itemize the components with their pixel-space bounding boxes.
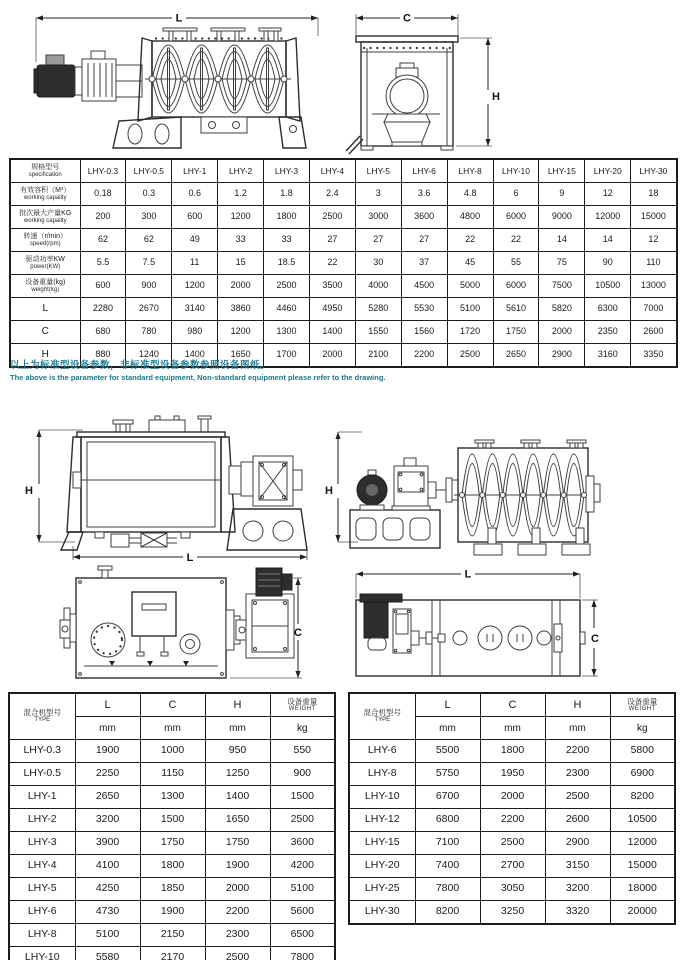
dimension-value-cell: 2300 <box>205 924 270 947</box>
spec-row <box>10 206 677 229</box>
dimension-value-cell: 5580 <box>75 947 140 960</box>
spec-value-cell: 110 <box>631 252 677 275</box>
note-english: The above is the parameter for standard equipment, Non-standard equipment please refer to the drawing. <box>10 373 386 382</box>
dimension-value-cell: 1300 <box>140 786 205 809</box>
table-row <box>9 832 335 855</box>
mixer-body-top-view <box>356 600 585 676</box>
spec-value-cell: 4.8 <box>447 183 493 206</box>
spec-value-cell: 90 <box>585 252 631 275</box>
unit-cell: mm <box>415 717 480 740</box>
ribbon-spirals <box>149 45 287 113</box>
dimension-value-cell: 950 <box>205 740 270 763</box>
dimension-value-cell: 2500 <box>480 832 545 855</box>
model-type-cell: LHY-0.5 <box>9 763 75 786</box>
dimension-H <box>456 38 500 146</box>
dim-label-h: H <box>492 91 500 103</box>
spec-model-header: LHY-1 <box>172 159 218 183</box>
spec-value-cell: 33 <box>218 229 264 252</box>
spec-value-cell: 3 <box>355 183 401 206</box>
dimension-value-cell: 1750 <box>205 832 270 855</box>
spec-value-cell: 0.18 <box>80 183 126 206</box>
dim-label-h: H <box>25 485 33 497</box>
spec-value-cell: 12 <box>585 183 631 206</box>
spec-value-cell: 3860 <box>218 298 264 321</box>
dimension-value-cell: 7400 <box>415 855 480 878</box>
dimension-value-cell: 1150 <box>140 763 205 786</box>
table-row <box>9 924 335 947</box>
spec-value-cell: 2200 <box>401 344 447 368</box>
spec-row <box>10 298 677 321</box>
dimension-table-left <box>8 692 336 960</box>
spec-value-cell: 600 <box>172 206 218 229</box>
model-type-cell: LHY-2 <box>9 809 75 832</box>
table-row <box>9 809 335 832</box>
spec-table <box>9 158 678 368</box>
spec-value-cell: 1200 <box>218 206 264 229</box>
dimension-value-cell: 3900 <box>75 832 140 855</box>
dim-label-c: C <box>591 633 599 645</box>
weight-header-cell: 设备重量 WEIGHT <box>610 693 675 717</box>
spec-model-header: LHY-8 <box>447 159 493 183</box>
spec-value-cell: 4460 <box>264 298 310 321</box>
spec-value-cell: 5610 <box>493 298 539 321</box>
unit-cell: kg <box>270 717 335 740</box>
spec-value-cell: 980 <box>172 321 218 344</box>
spec-row-label: H <box>10 344 80 368</box>
spec-row-label: L <box>10 298 80 321</box>
spec-value-cell: 62 <box>80 229 126 252</box>
dimension-value-cell: 900 <box>270 763 335 786</box>
spec-model-header: LHY-10 <box>493 159 539 183</box>
dimension-value-cell: 2000 <box>205 878 270 901</box>
spec-value-cell: 75 <box>539 252 585 275</box>
spec-row-label: 有效容积（M³） working capality <box>10 183 80 206</box>
spec-value-cell: 6300 <box>585 298 631 321</box>
spec-value-cell: 2500 <box>264 275 310 298</box>
dimension-value-cell: 3200 <box>75 809 140 832</box>
dimension-value-cell: 10500 <box>610 809 675 832</box>
spec-value-cell: 12000 <box>585 206 631 229</box>
spec-value-cell: 6 <box>493 183 539 206</box>
dimension-value-cell: 2200 <box>205 901 270 924</box>
spec-value-cell: 22 <box>309 252 355 275</box>
spec-model-header: LHY-20 <box>585 159 631 183</box>
spec-value-cell: 13000 <box>631 275 677 298</box>
spec-value-cell: 18 <box>631 183 677 206</box>
spec-value-cell: 1.2 <box>218 183 264 206</box>
spec-value-cell: 5280 <box>355 298 401 321</box>
table-row <box>349 740 675 763</box>
spec-value-cell: 4500 <box>401 275 447 298</box>
dimension-value-cell: 1800 <box>480 740 545 763</box>
dimension-value-cell: 2170 <box>140 947 205 960</box>
spec-row-label: 批次最大产量KG working capality <box>10 206 80 229</box>
drawing-top-view-side-motor <box>60 566 305 690</box>
model-type-cell: LHY-15 <box>349 832 415 855</box>
dimension-value-cell: 5800 <box>610 740 675 763</box>
spec-value-cell: 2000 <box>539 321 585 344</box>
spec-value-cell: 22 <box>447 229 493 252</box>
unit-cell: mm <box>140 717 205 740</box>
dimension-value-cell: 1900 <box>205 855 270 878</box>
spec-value-cell: 2500 <box>447 344 493 368</box>
weight-header-cell: 设备重量 WEIGHT <box>270 693 335 717</box>
spec-model-header: LHY-3 <box>264 159 310 183</box>
motor-gearbox <box>246 568 294 658</box>
dimension-value-cell: 8200 <box>610 786 675 809</box>
spec-value-cell: 7500 <box>539 275 585 298</box>
spec-value-cell: 22 <box>493 229 539 252</box>
table-row <box>349 763 675 786</box>
spec-value-cell: 62 <box>126 229 172 252</box>
spec-model-header: LHY-30 <box>631 159 677 183</box>
dimension-value-cell: 2200 <box>545 740 610 763</box>
dimension-value-cell: 3250 <box>480 901 545 925</box>
spec-value-cell: 5820 <box>539 298 585 321</box>
dimension-value-cell: 5100 <box>75 924 140 947</box>
spec-row <box>10 275 677 298</box>
spec-value-cell: 45 <box>447 252 493 275</box>
spec-value-cell: 5000 <box>447 275 493 298</box>
dimension-value-cell: 4250 <box>75 878 140 901</box>
dimension-value-cell: 7100 <box>415 832 480 855</box>
spec-value-cell: 30 <box>355 252 401 275</box>
spec-value-cell: 2670 <box>126 298 172 321</box>
note-chinese: 以上为标准型设备参数，非标准型设备参数参照设备图纸。 <box>10 360 271 371</box>
spec-value-cell: 1.8 <box>264 183 310 206</box>
unit-cell: mm <box>75 717 140 740</box>
dimension-L <box>73 546 307 564</box>
spec-value-cell: 3160 <box>585 344 631 368</box>
dimension-value-cell: 3600 <box>270 832 335 855</box>
spec-value-cell: 2900 <box>539 344 585 368</box>
dimension-value-cell: 7800 <box>270 947 335 960</box>
spec-value-cell: 9 <box>539 183 585 206</box>
spec-value-cell: 1550 <box>355 321 401 344</box>
dim-label-l: L <box>175 12 183 25</box>
spec-value-cell: 300 <box>126 206 172 229</box>
dimension-value-cell: 1900 <box>140 901 205 924</box>
spec-value-cell: 3000 <box>355 206 401 229</box>
spec-value-cell: 14 <box>585 229 631 252</box>
spec-value-cell: 2100 <box>355 344 401 368</box>
mixer-body-top-view <box>76 566 226 678</box>
table-row <box>9 947 335 960</box>
dimension-value-cell: 2200 <box>480 809 545 832</box>
model-type-cell: LHY-6 <box>349 740 415 763</box>
spec-value-cell: 2650 <box>493 344 539 368</box>
mixer-body <box>454 440 600 542</box>
dimension-value-cell: 3200 <box>545 878 610 901</box>
dimension-value-cell: 6900 <box>610 763 675 786</box>
spec-value-cell: 2000 <box>309 344 355 368</box>
spec-model-header: LHY-5 <box>355 159 401 183</box>
dim-column-header: C <box>480 693 545 717</box>
model-type-cell: LHY-5 <box>9 878 75 901</box>
spec-value-cell: 900 <box>126 275 172 298</box>
spec-value-cell: 27 <box>401 229 447 252</box>
spec-value-cell: 1700 <box>264 344 310 368</box>
dimension-value-cell: 3320 <box>545 901 610 925</box>
table-row <box>349 901 675 925</box>
spec-value-cell: 880 <box>80 344 126 368</box>
spec-value-cell: 37 <box>401 252 447 275</box>
spec-value-cell: 1200 <box>172 275 218 298</box>
spec-value-cell: 2280 <box>80 298 126 321</box>
spec-value-cell: 1240 <box>126 344 172 368</box>
spec-value-cell: 1720 <box>447 321 493 344</box>
spec-row-label: C <box>10 321 80 344</box>
dim-label-h: H <box>325 485 333 497</box>
spec-value-cell: 1650 <box>218 344 264 368</box>
table-row <box>349 855 675 878</box>
spec-value-cell: 5530 <box>401 298 447 321</box>
dimension-value-cell: 1750 <box>140 832 205 855</box>
model-type-cell: LHY-20 <box>349 855 415 878</box>
model-type-cell: LHY-6 <box>9 901 75 924</box>
drawing-ribbon-mixer-side-view <box>33 8 333 154</box>
dimension-value-cell: 6500 <box>270 924 335 947</box>
dimension-value-cell: 2650 <box>75 786 140 809</box>
spec-value-cell: 3600 <box>401 206 447 229</box>
dimension-value-cell: 1400 <box>205 786 270 809</box>
spec-value-cell: 9000 <box>539 206 585 229</box>
spec-value-cell: 1800 <box>264 206 310 229</box>
spec-value-cell: 200 <box>80 206 126 229</box>
spec-row <box>10 252 677 275</box>
spec-model-header: LHY-2 <box>218 159 264 183</box>
dim-label-l: L <box>464 568 472 581</box>
spec-row <box>10 229 677 252</box>
spec-value-cell: 2000 <box>218 275 264 298</box>
dimension-value-cell: 2600 <box>545 809 610 832</box>
spec-value-cell: 3500 <box>309 275 355 298</box>
dim-label-c: C <box>403 12 411 25</box>
table-row <box>9 901 335 924</box>
dimension-value-cell: 2300 <box>545 763 610 786</box>
table-row <box>349 786 675 809</box>
dimension-value-cell: 5100 <box>270 878 335 901</box>
dimension-value-cell: 1250 <box>205 763 270 786</box>
type-header-cell: 混合机型号 TYPE <box>349 693 415 740</box>
model-type-cell: LHY-30 <box>349 901 415 925</box>
unit-cell: mm <box>205 717 270 740</box>
dim-label-l: L <box>186 552 194 564</box>
spec-value-cell: 600 <box>80 275 126 298</box>
dimension-value-cell: 3050 <box>480 878 545 901</box>
support-stand <box>113 117 306 148</box>
spec-value-cell: 0.6 <box>172 183 218 206</box>
spec-row <box>10 321 677 344</box>
spec-model-header: LHY-0.5 <box>126 159 172 183</box>
spec-value-cell: 7000 <box>631 298 677 321</box>
spec-value-cell: 27 <box>309 229 355 252</box>
spec-corner-cell: 规格型号 specification <box>10 159 80 183</box>
spec-value-cell: 55 <box>493 252 539 275</box>
spec-value-cell: 2500 <box>309 206 355 229</box>
spec-value-cell: 1400 <box>309 321 355 344</box>
dimension-value-cell: 2500 <box>270 809 335 832</box>
spec-row <box>10 183 677 206</box>
dimension-value-cell: 1900 <box>75 740 140 763</box>
dimension-value-cell: 3150 <box>545 855 610 878</box>
dimension-value-cell: 6700 <box>415 786 480 809</box>
drawing-top-view-long <box>348 566 606 690</box>
spec-value-cell: 10500 <box>585 275 631 298</box>
dimension-value-cell: 1500 <box>140 809 205 832</box>
table-row <box>9 786 335 809</box>
dimension-value-cell: 2000 <box>480 786 545 809</box>
dimension-value-cell: 15000 <box>610 855 675 878</box>
spec-value-cell: 1560 <box>401 321 447 344</box>
model-type-cell: LHY-1 <box>9 786 75 809</box>
spec-model-header: LHY-6 <box>401 159 447 183</box>
table-row <box>349 809 675 832</box>
spec-value-cell: 27 <box>355 229 401 252</box>
drawing-ribbon-mixer-end-drive <box>325 418 600 560</box>
table-row <box>349 832 675 855</box>
dimension-value-cell: 1950 <box>480 763 545 786</box>
dim-column-header: L <box>415 693 480 717</box>
spec-value-cell: 12 <box>631 229 677 252</box>
spec-value-cell: 3350 <box>631 344 677 368</box>
end-view-frame <box>346 36 458 154</box>
dimension-value-cell: 2500 <box>205 947 270 960</box>
dimension-value-cell: 550 <box>270 740 335 763</box>
spec-value-cell: 2350 <box>585 321 631 344</box>
dimension-table-right <box>348 692 676 925</box>
end-bearings <box>60 608 248 650</box>
unit-cell: mm <box>545 717 610 740</box>
dimension-value-cell: 20000 <box>610 901 675 925</box>
note-block <box>10 357 386 382</box>
dimension-value-cell: 4730 <box>75 901 140 924</box>
dim-column-header: C <box>140 693 205 717</box>
model-type-cell: LHY-8 <box>349 763 415 786</box>
spec-value-cell: 1300 <box>264 321 310 344</box>
table-row <box>349 878 675 901</box>
dimension-value-cell: 4100 <box>75 855 140 878</box>
dimension-value-cell: 12000 <box>610 832 675 855</box>
spec-value-cell: 49 <box>172 229 218 252</box>
spec-value-cell: 5100 <box>447 298 493 321</box>
spec-value-cell: 3.6 <box>401 183 447 206</box>
dimension-value-cell: 18000 <box>610 878 675 901</box>
drive-assembly <box>229 456 302 506</box>
table-row <box>9 763 335 786</box>
dimension-value-cell: 2900 <box>545 832 610 855</box>
drawing-plow-mixer-side-view <box>25 414 325 564</box>
spec-value-cell: 6000 <box>493 275 539 298</box>
spec-row-label: 设备重量(kg) weight(kg) <box>10 275 80 298</box>
dimension-value-cell: 2500 <box>545 786 610 809</box>
spec-value-cell: 7.5 <box>126 252 172 275</box>
spec-model-header: LHY-4 <box>309 159 355 183</box>
dimension-value-cell: 1500 <box>270 786 335 809</box>
model-type-cell: LHY-8 <box>9 924 75 947</box>
spec-value-cell: 680 <box>80 321 126 344</box>
dimension-value-cell: 2150 <box>140 924 205 947</box>
spec-row-label: 驱动功率KW power(KW) <box>10 252 80 275</box>
spec-row-label: 转速（r/min） speed(rpm) <box>10 229 80 252</box>
spec-value-cell: 3140 <box>172 298 218 321</box>
spec-value-cell: 1750 <box>493 321 539 344</box>
dim-label-c: C <box>294 627 302 639</box>
supports <box>61 509 307 550</box>
spec-value-cell: 6000 <box>493 206 539 229</box>
dimension-value-cell: 5500 <box>415 740 480 763</box>
spec-value-cell: 4000 <box>355 275 401 298</box>
dimension-value-cell: 1650 <box>205 809 270 832</box>
spec-value-cell: 11 <box>172 252 218 275</box>
dim-column-header: L <box>75 693 140 717</box>
spec-value-cell: 18.5 <box>264 252 310 275</box>
dim-column-header: H <box>545 693 610 717</box>
motor-drive-assembly <box>34 51 142 101</box>
spec-value-cell: 4800 <box>447 206 493 229</box>
unit-cell: kg <box>610 717 675 740</box>
dimension-value-cell: 1800 <box>140 855 205 878</box>
table-row <box>9 855 335 878</box>
table-row <box>9 878 335 901</box>
drawing-mixer-end-view <box>336 8 506 154</box>
model-type-cell: LHY-0.3 <box>9 740 75 763</box>
spec-value-cell: 4950 <box>309 298 355 321</box>
spec-value-cell: 5.5 <box>80 252 126 275</box>
table-row <box>9 740 335 763</box>
type-header-cell: 混合机型号 TYPE <box>9 693 75 740</box>
spec-value-cell: 1200 <box>218 321 264 344</box>
model-type-cell: LHY-3 <box>9 832 75 855</box>
model-type-cell: LHY-4 <box>9 855 75 878</box>
spec-model-header: LHY-0.3 <box>80 159 126 183</box>
spec-value-cell: 2600 <box>631 321 677 344</box>
model-type-cell: LHY-12 <box>349 809 415 832</box>
dimension-C <box>356 13 458 36</box>
spec-value-cell: 1400 <box>172 344 218 368</box>
dimension-value-cell: 1850 <box>140 878 205 901</box>
spec-value-cell: 2.4 <box>309 183 355 206</box>
model-type-cell: LHY-25 <box>349 878 415 901</box>
dimension-value-cell: 2700 <box>480 855 545 878</box>
spec-value-cell: 15000 <box>631 206 677 229</box>
spec-value-cell: 0.3 <box>126 183 172 206</box>
spec-value-cell: 780 <box>126 321 172 344</box>
spec-value-cell: 33 <box>264 229 310 252</box>
dimension-value-cell: 4200 <box>270 855 335 878</box>
dimension-value-cell: 1000 <box>140 740 205 763</box>
model-type-cell: LHY-10 <box>349 786 415 809</box>
dimension-value-cell: 5750 <box>415 763 480 786</box>
spec-value-cell: 15 <box>218 252 264 275</box>
dimension-value-cell: 6800 <box>415 809 480 832</box>
spec-value-cell: 14 <box>539 229 585 252</box>
motor-base <box>350 458 458 548</box>
model-type-cell: LHY-10 <box>9 947 75 960</box>
mixer-body <box>67 416 235 532</box>
unit-cell: mm <box>480 717 545 740</box>
dimension-value-cell: 5600 <box>270 901 335 924</box>
spec-model-header: LHY-15 <box>539 159 585 183</box>
dimension-value-cell: 7800 <box>415 878 480 901</box>
dim-column-header: H <box>205 693 270 717</box>
dimension-value-cell: 8200 <box>415 901 480 925</box>
dimension-value-cell: 2250 <box>75 763 140 786</box>
